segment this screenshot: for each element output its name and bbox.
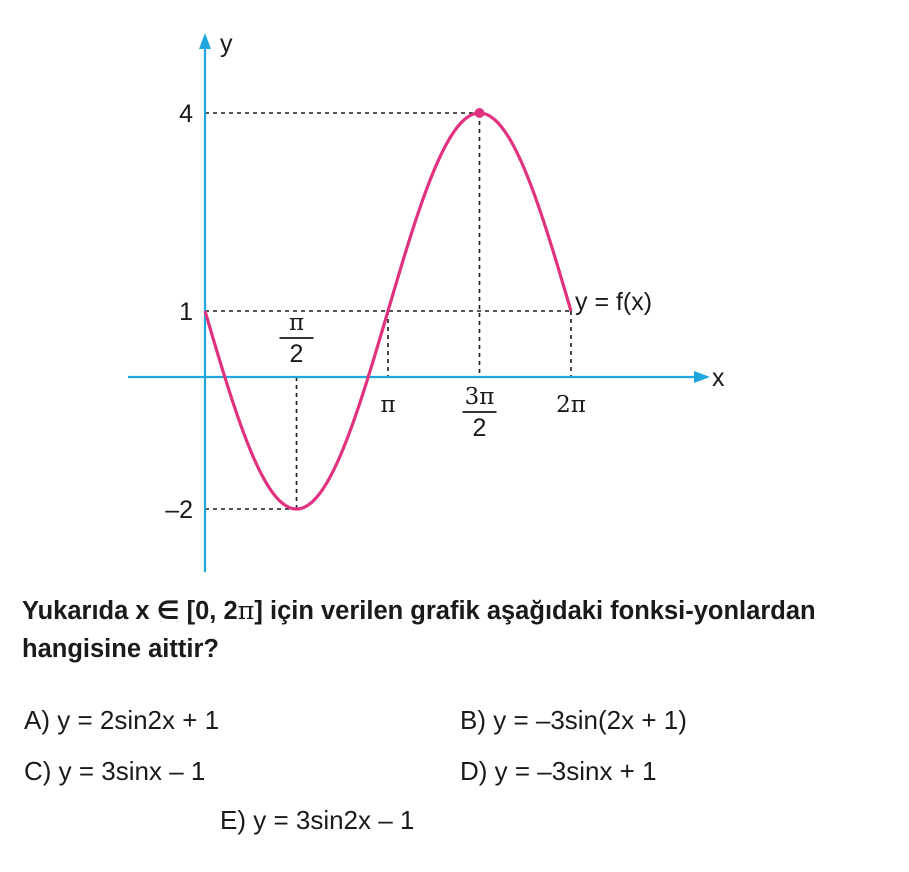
- x-tick-label-3: 2π: [556, 392, 586, 418]
- question-pi: π: [237, 596, 255, 626]
- max-point-marker: [475, 108, 485, 118]
- y-tick-label-1: 1: [179, 298, 193, 326]
- y-tick-label-2: –2: [165, 496, 193, 524]
- option-c[interactable]: C) y = 3sinx – 1: [24, 756, 206, 786]
- y-axis-label: y: [220, 30, 233, 58]
- x-tick-numerator-0: π: [288, 310, 305, 336]
- option-a[interactable]: A) y = 2sin2x + 1: [24, 705, 220, 735]
- question-prefix: Yukarıda x ∈ [0, 2: [22, 597, 238, 625]
- question-text: [22, 592, 892, 668]
- option-b[interactable]: B) y = –3sin(2x + 1): [460, 705, 687, 735]
- y-tick-label-0: 4: [179, 100, 193, 128]
- option-d[interactable]: D) y = –3sinx + 1: [460, 756, 657, 786]
- x-tick-label-1: π: [380, 392, 396, 418]
- x-tick-numerator-2: 3π: [464, 384, 495, 410]
- function-label: y = f(x): [575, 288, 653, 316]
- x-axis-arrow: [694, 371, 710, 383]
- function-curve: [205, 113, 571, 509]
- x-tick-denominator-2: 2: [472, 414, 487, 442]
- question-suffix: ] için verilen grafik aşağıdaki fonksi-yonlardan hangisine aittir?: [22, 597, 816, 663]
- y-axis-arrow: [199, 33, 211, 49]
- x-tick-denominator-0: 2: [289, 340, 304, 368]
- option-e[interactable]: E) y = 3sin2x – 1: [220, 805, 415, 835]
- x-axis-label: x: [712, 364, 725, 392]
- curve-layer: [205, 108, 571, 509]
